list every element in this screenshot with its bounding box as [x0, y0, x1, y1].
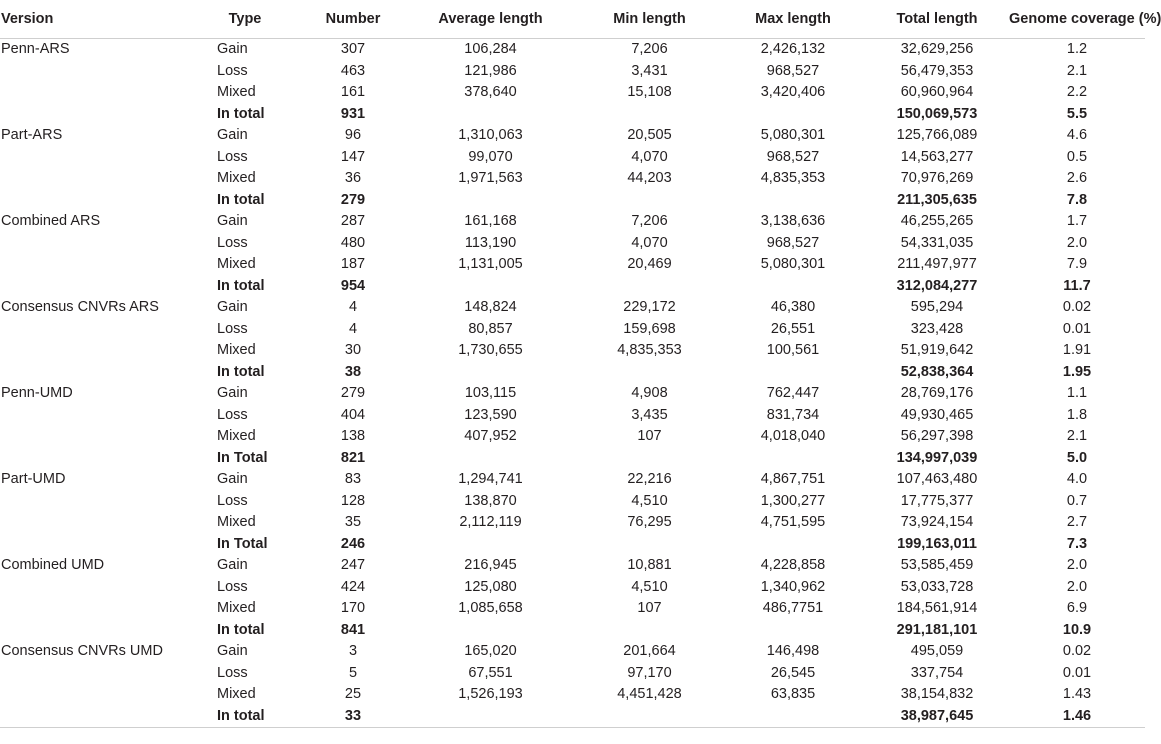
cell-total-length: 49,930,465 [900, 406, 974, 423]
cell-max-length [721, 276, 865, 298]
cell-average-length: 148,824 [464, 299, 517, 315]
cell-version: Part-ARS [1, 127, 63, 143]
cell-genome-coverage: 2.0 [1066, 578, 1088, 595]
cell-max-length: 762,447 [766, 385, 820, 401]
cell-max-length: 968,527 [766, 62, 820, 79]
column-header-average-length: Average length [403, 0, 578, 39]
table-row [0, 233, 1145, 255]
cell-total-length: 495,059 [910, 643, 964, 659]
cell-total-length: 125,766,089 [896, 127, 978, 143]
cell-average-length: 138,870 [464, 492, 517, 509]
table-row [0, 684, 1145, 706]
cell-average-length: 378,640 [464, 84, 517, 100]
cell-min-length: 20,469 [627, 256, 672, 272]
cell-type: Mixed [217, 600, 256, 616]
cell-max-length: 26,551 [770, 320, 816, 337]
cell-type: Loss [217, 578, 248, 595]
cell-max-length: 3,138,636 [760, 213, 826, 229]
column-header-number: Number [303, 0, 403, 39]
cell-min-length [578, 362, 721, 384]
cell-genome-coverage: 0.5 [1066, 148, 1088, 165]
cell-type: Mixed [217, 170, 256, 186]
cell-genome-coverage: 1.7 [1066, 213, 1088, 229]
column-header-version: Version [0, 0, 217, 39]
cell-type: Gain [217, 471, 248, 487]
cell-average-length [403, 276, 578, 298]
cell-min-length: 76,295 [627, 514, 672, 530]
cell-total-length: 56,297,398 [900, 428, 974, 444]
cell-min-length: 4,070 [631, 234, 668, 251]
cell-genome-coverage: 0.02 [1062, 299, 1092, 315]
cell-min-length [578, 706, 721, 728]
cell-genome-coverage: 7.9 [1066, 256, 1088, 272]
cell-total-length: 73,924,154 [900, 514, 974, 530]
table-row [0, 319, 1145, 341]
table-row [0, 147, 1145, 169]
table-row-total [0, 362, 1145, 384]
cell-version [0, 147, 217, 169]
cell-number: 480 [340, 234, 366, 251]
cell-average-length: 67,551 [468, 664, 513, 681]
cell-type: Mixed [217, 84, 256, 100]
cell-min-length: 7,206 [631, 213, 668, 229]
cell-version [0, 254, 217, 276]
cell-number: 170 [340, 600, 366, 616]
cell-number: 128 [340, 492, 366, 509]
cell-type: In total [217, 363, 265, 380]
cell-min-length: 107 [637, 428, 662, 444]
cell-max-length: 4,751,595 [760, 514, 826, 530]
cell-version [0, 663, 217, 685]
cell-total-length: 28,769,176 [900, 385, 974, 401]
cell-type: In Total [217, 449, 268, 466]
cell-version [0, 534, 217, 556]
cell-genome-coverage: 1.95 [1062, 363, 1092, 380]
cell-type: Loss [217, 492, 248, 509]
cell-min-length: 201,664 [623, 643, 676, 659]
cell-genome-coverage: 1.91 [1062, 342, 1092, 358]
cell-max-length: 968,527 [766, 234, 820, 251]
cell-max-length [721, 104, 865, 126]
cell-genome-coverage: 0.01 [1062, 320, 1092, 337]
cell-genome-coverage: 7.3 [1066, 535, 1088, 552]
table-row [0, 340, 1145, 362]
table-row [0, 61, 1145, 83]
cell-min-length: 3,431 [631, 62, 668, 79]
cell-type: Gain [217, 557, 248, 573]
cell-min-length: 4,451,428 [617, 686, 682, 702]
cell-type: In total [217, 621, 265, 638]
cell-min-length: 159,698 [623, 320, 676, 337]
cell-max-length: 4,228,858 [760, 557, 826, 573]
table-row [0, 297, 1145, 319]
cell-type: In Total [217, 535, 268, 552]
cell-version [0, 61, 217, 83]
cell-total-length: 38,987,645 [865, 706, 1009, 728]
cell-min-length: 15,108 [627, 84, 672, 100]
cell-genome-coverage: 4.6 [1066, 127, 1088, 143]
cell-type: Gain [217, 41, 248, 57]
column-header-type: Type [217, 0, 303, 39]
cell-total-length: 17,775,377 [900, 492, 974, 509]
cell-number: 83 [344, 471, 362, 487]
table-row [0, 426, 1145, 448]
cell-version: Consensus CNVRs UMD [1, 643, 163, 659]
cell-version [0, 405, 217, 427]
cell-version: Penn-UMD [1, 385, 73, 401]
cell-max-length [721, 362, 865, 384]
cell-min-length: 4,510 [631, 578, 668, 595]
cell-total-length: 184,561,914 [896, 600, 978, 616]
cell-average-length: 1,971,563 [458, 170, 523, 186]
cell-type: Mixed [217, 342, 256, 358]
cell-version [0, 233, 217, 255]
cell-genome-coverage: 2.2 [1066, 84, 1088, 100]
cell-total-length: 595,294 [910, 299, 964, 315]
cell-average-length: 165,020 [464, 643, 517, 659]
cell-max-length: 146,498 [766, 643, 820, 659]
cell-version [0, 82, 217, 104]
cell-type: In total [217, 191, 265, 208]
cell-version [0, 319, 217, 341]
cell-version [0, 512, 217, 534]
table-row [0, 39, 1145, 61]
cell-genome-coverage: 0.7 [1066, 492, 1088, 509]
table-body [0, 39, 1145, 728]
cell-type: Gain [217, 299, 248, 315]
cell-number: 463 [340, 62, 366, 79]
cell-total-length: 211,305,635 [897, 191, 977, 208]
cell-max-length [721, 448, 865, 470]
cell-number: 36 [344, 170, 362, 186]
cell-min-length: 97,170 [627, 664, 672, 681]
cell-average-length: 103,115 [464, 385, 517, 401]
cell-genome-coverage: 1.46 [1009, 706, 1145, 728]
cell-number: 246 [340, 535, 366, 552]
cell-number: 5 [348, 664, 358, 681]
cell-number: 4 [348, 299, 358, 315]
cell-number: 187 [340, 256, 366, 272]
cell-total-length: 32,629,256 [900, 41, 974, 57]
cell-type: Loss [217, 234, 248, 251]
cell-genome-coverage: 2.1 [1066, 428, 1088, 444]
cell-total-length: 53,033,728 [900, 578, 974, 595]
cell-max-length: 1,340,962 [760, 578, 826, 595]
table-row-total [0, 448, 1145, 470]
cell-version [0, 706, 217, 728]
cell-min-length: 44,203 [627, 170, 672, 186]
table-row-total [0, 276, 1145, 298]
cell-average-length: 1,294,741 [458, 471, 523, 487]
cell-average-length: 1,131,005 [458, 256, 523, 272]
cell-total-length: 38,154,832 [900, 686, 974, 702]
table-row-total [0, 620, 1145, 642]
cell-version [0, 190, 217, 212]
cell-version: Combined ARS [1, 213, 101, 229]
cell-type: Gain [217, 643, 248, 659]
cell-average-length: 113,190 [464, 234, 517, 251]
cell-genome-coverage: 0.01 [1062, 664, 1092, 681]
table-row [0, 82, 1145, 104]
cell-average-length [403, 620, 578, 642]
cell-average-length: 1,085,658 [458, 600, 523, 616]
cell-total-length: 53,585,459 [900, 557, 974, 573]
cell-genome-coverage: 2.0 [1066, 234, 1088, 251]
cell-version [0, 448, 217, 470]
cell-max-length: 100,561 [766, 342, 820, 358]
cell-min-length: 10,881 [627, 557, 672, 573]
cell-number: 404 [340, 406, 366, 423]
cell-type: In total [217, 706, 303, 728]
cell-type: In total [217, 277, 265, 294]
cell-total-length: 211,497,977 [897, 256, 977, 272]
cell-min-length: 4,070 [631, 148, 668, 165]
cell-min-length [578, 190, 721, 212]
cell-genome-coverage: 0.02 [1062, 643, 1092, 659]
column-header-total-length: Total length [865, 0, 1009, 39]
table-row [0, 254, 1145, 276]
cell-min-length [578, 448, 721, 470]
cell-total-length: 199,163,011 [897, 535, 977, 552]
header-row [0, 0, 1145, 39]
cell-version: Consensus CNVRs ARS [1, 299, 159, 315]
table-row [0, 577, 1145, 599]
cell-total-length: 52,838,364 [900, 363, 974, 380]
table-row [0, 663, 1145, 685]
cell-genome-coverage: 6.9 [1066, 600, 1088, 616]
cell-number: 25 [344, 686, 362, 702]
cell-type: Mixed [217, 428, 256, 444]
cell-average-length: 1,310,063 [458, 127, 523, 143]
cell-genome-coverage: 7.8 [1066, 191, 1088, 208]
table-row [0, 469, 1145, 491]
cell-genome-coverage: 2.0 [1066, 557, 1088, 573]
cell-max-length: 2,426,132 [760, 41, 826, 57]
cell-total-length: 150,069,573 [896, 105, 978, 122]
cell-max-length [721, 190, 865, 212]
cell-average-length: 123,590 [464, 406, 517, 423]
cell-genome-coverage: 2.7 [1066, 514, 1088, 530]
cell-type: Loss [217, 664, 248, 681]
cell-min-length: 107 [637, 600, 662, 616]
cell-number: 287 [340, 213, 366, 229]
cell-genome-coverage: 1.8 [1066, 406, 1088, 423]
cell-type: Loss [217, 406, 248, 423]
cell-version [0, 362, 217, 384]
cell-version [0, 491, 217, 513]
cell-type: Mixed [217, 256, 256, 272]
cell-min-length: 229,172 [623, 299, 676, 315]
cell-version: Penn-ARS [1, 41, 70, 57]
table-row [0, 555, 1145, 577]
cell-genome-coverage: 4.0 [1066, 471, 1088, 487]
cell-min-length: 7,206 [631, 41, 668, 57]
cell-genome-coverage: 1.1 [1066, 385, 1088, 401]
cell-average-length: 407,952 [464, 428, 517, 444]
table-row [0, 512, 1145, 534]
cell-average-length: 161,168 [464, 213, 517, 229]
cell-total-length: 54,331,035 [900, 234, 974, 251]
cell-max-length: 486,7751 [762, 600, 824, 616]
cell-max-length: 3,420,406 [760, 84, 826, 100]
cell-genome-coverage: 5.0 [1066, 449, 1088, 466]
cell-average-length: 106,284 [464, 41, 517, 57]
cell-max-length [721, 706, 865, 728]
cell-total-length: 312,084,277 [896, 277, 978, 294]
cell-type: In total [217, 105, 265, 122]
cell-genome-coverage: 5.5 [1066, 105, 1088, 122]
cell-min-length [578, 534, 721, 556]
cell-version [0, 620, 217, 642]
table-row-total [0, 706, 1145, 728]
column-header-min-length: Min length [578, 0, 721, 39]
table-row [0, 383, 1145, 405]
cell-total-length: 107,463,480 [896, 471, 978, 487]
cell-min-length [578, 276, 721, 298]
cell-total-length: 51,919,642 [900, 342, 974, 358]
cell-total-length: 323,428 [910, 320, 964, 337]
cell-min-length: 20,505 [627, 127, 672, 143]
cell-number: 279 [340, 385, 366, 401]
cell-total-length: 56,479,353 [900, 62, 974, 79]
table-row [0, 491, 1145, 513]
cell-average-length [403, 362, 578, 384]
cell-total-length: 46,255,265 [900, 213, 974, 229]
cell-average-length: 125,080 [464, 578, 517, 595]
table-row-total [0, 104, 1145, 126]
cell-total-length: 291,181,101 [896, 621, 978, 638]
cell-max-length: 968,527 [766, 148, 820, 165]
cell-number: 3 [348, 643, 358, 659]
cell-version [0, 426, 217, 448]
cell-genome-coverage: 2.1 [1066, 62, 1088, 79]
cell-average-length [403, 534, 578, 556]
cell-version [0, 276, 217, 298]
cell-genome-coverage: 10.9 [1062, 621, 1092, 638]
cell-number: 424 [340, 578, 366, 595]
column-header-max-length: Max length [721, 0, 865, 39]
cell-version [0, 577, 217, 599]
cell-genome-coverage: 1.43 [1062, 686, 1092, 702]
cell-max-length: 5,080,301 [760, 127, 826, 143]
cell-number: 841 [340, 621, 366, 638]
cell-number: 307 [340, 41, 366, 57]
cell-number: 147 [340, 148, 366, 165]
cell-number: 38 [344, 363, 362, 380]
cell-average-length [403, 448, 578, 470]
cell-type: Mixed [217, 514, 256, 530]
cell-version [0, 168, 217, 190]
cell-number: 821 [340, 449, 366, 466]
cell-genome-coverage: 2.6 [1066, 170, 1088, 186]
cell-number: 30 [344, 342, 362, 358]
cell-type: Gain [217, 213, 248, 229]
cell-average-length [403, 190, 578, 212]
cell-max-length: 26,545 [770, 664, 816, 681]
cell-number: 35 [344, 514, 362, 530]
cell-max-length: 4,867,751 [760, 471, 826, 487]
cell-number: 161 [340, 84, 366, 100]
cell-number: 931 [340, 105, 366, 122]
cell-max-length: 63,835 [770, 686, 816, 702]
cell-number: 96 [344, 127, 362, 143]
cell-min-length: 4,908 [631, 385, 668, 401]
cell-number: 4 [348, 320, 358, 337]
cell-max-length [721, 620, 865, 642]
table-row [0, 641, 1145, 663]
table-row-total [0, 534, 1145, 556]
cell-average-length: 2,112,119 [459, 514, 522, 530]
cell-average-length: 121,986 [464, 62, 517, 79]
cell-total-length: 70,976,269 [900, 170, 974, 186]
cell-number: 33 [303, 706, 403, 728]
cell-version: Part-UMD [1, 471, 66, 487]
cell-average-length: 216,945 [464, 557, 517, 573]
cell-number: 279 [340, 191, 366, 208]
cell-number: 138 [340, 428, 366, 444]
table-row [0, 211, 1145, 233]
cell-version [0, 684, 217, 706]
cell-max-length: 831,734 [766, 406, 820, 423]
cell-type: Gain [217, 127, 248, 143]
cell-version: Combined UMD [1, 557, 105, 573]
cell-min-length: 4,835,353 [617, 342, 682, 358]
cell-total-length: 134,997,039 [896, 449, 978, 466]
cell-type: Gain [217, 385, 248, 401]
cell-min-length: 22,216 [627, 471, 672, 487]
cell-total-length: 337,754 [910, 664, 964, 681]
cell-number: 954 [340, 277, 366, 294]
cell-max-length: 4,018,040 [760, 428, 826, 444]
table-row [0, 598, 1145, 620]
cell-max-length: 46,380 [770, 299, 816, 315]
cell-type: Mixed [217, 686, 256, 702]
cell-type: Loss [217, 148, 248, 165]
table-header [0, 0, 1161, 39]
cell-max-length: 5,080,301 [760, 256, 826, 272]
cell-type: Loss [217, 320, 248, 337]
cell-min-length: 3,435 [631, 406, 668, 423]
cell-max-length: 1,300,277 [760, 492, 826, 509]
cell-average-length: 1,730,655 [458, 342, 523, 358]
table-row [0, 168, 1145, 190]
column-header-genome-coverage: Genome coverage (%) [1009, 0, 1145, 39]
cell-average-length [403, 104, 578, 126]
cell-version [0, 598, 217, 620]
cell-average-length: 1,526,193 [458, 686, 523, 702]
cell-max-length [721, 534, 865, 556]
cell-number: 247 [340, 557, 366, 573]
cell-min-length [578, 104, 721, 126]
cell-min-length [578, 620, 721, 642]
cell-version [0, 340, 217, 362]
cell-type: Loss [217, 62, 248, 79]
table-row [0, 405, 1145, 427]
cell-max-length: 4,835,353 [760, 170, 826, 186]
cell-average-length: 99,070 [468, 148, 513, 165]
cell-total-length: 60,960,964 [900, 84, 974, 100]
cell-genome-coverage: 11.7 [1063, 277, 1091, 294]
table-row [0, 125, 1145, 147]
cell-average-length [403, 706, 578, 728]
cell-total-length: 14,563,277 [900, 148, 974, 165]
cell-version [0, 104, 217, 126]
cell-min-length: 4,510 [631, 492, 668, 509]
table-row-total [0, 190, 1145, 212]
cell-genome-coverage: 1.2 [1066, 41, 1088, 57]
cell-average-length: 80,857 [468, 320, 513, 337]
